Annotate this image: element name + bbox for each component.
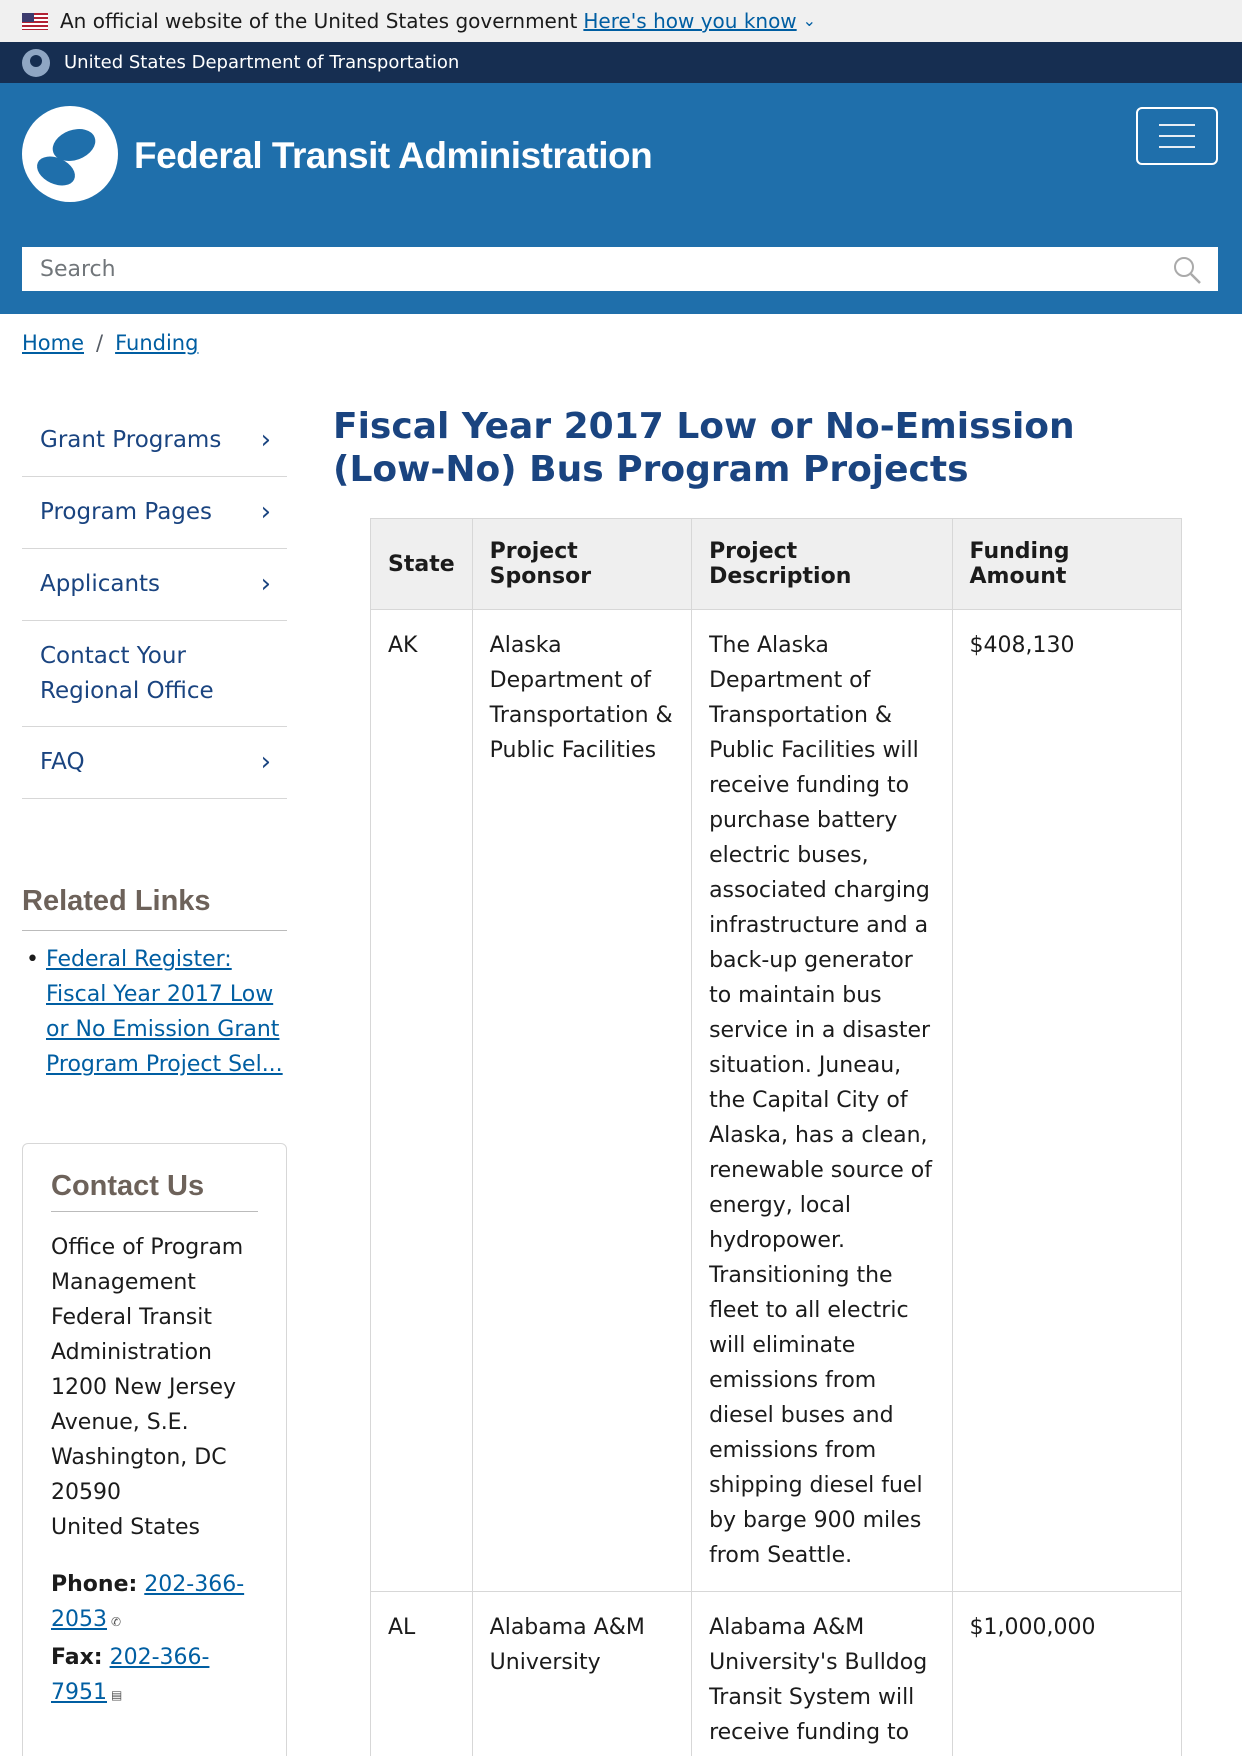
divider <box>22 930 287 931</box>
sidebar-item-label: Applicants <box>40 571 161 597</box>
sidebar-item-label: Program Pages <box>40 499 213 525</box>
cell-amount: $408,130 <box>952 610 1181 1592</box>
address-line: Washington, DC 20590 <box>51 1445 227 1505</box>
dot-bar-text: United States Department of Transportation <box>64 52 460 73</box>
sidebar-item-label: FAQ <box>40 749 85 775</box>
phone-icon: ✆ <box>111 1615 122 1629</box>
table-row <box>371 610 1182 1592</box>
sidebar-item-label: Grant Programs <box>40 427 222 453</box>
chevron-right-icon: › <box>260 497 271 527</box>
sidebar-item-grant-programs[interactable] <box>22 405 287 477</box>
related-links-title: Related Links <box>22 885 211 917</box>
gov-banner <box>0 0 1242 42</box>
address-line: United States <box>51 1515 200 1540</box>
contact-address <box>51 1230 258 1545</box>
address-line: Office of Program Management <box>51 1235 244 1295</box>
address-line: 1200 New Jersey Avenue, S.E. <box>51 1375 237 1435</box>
phone-link[interactable]: 202-366-2053 <box>51 1572 245 1632</box>
breadcrumb-separator: / <box>96 331 104 355</box>
cell-sponsor: Alaska Department of Transportation & Public Facilities <box>472 610 691 1592</box>
related-links-list <box>22 942 287 1082</box>
sidebar-item-label: Contact Your Regional Office <box>40 642 214 704</box>
us-flag-icon <box>22 13 48 30</box>
chevron-right-icon: › <box>260 747 271 777</box>
cell-amount: $1,000,000 <box>952 1592 1181 1756</box>
gov-banner-text: An official website of the United States government <box>60 9 578 33</box>
site-title[interactable]: Federal Transit Administration <box>134 135 653 176</box>
bullet: • <box>26 947 39 972</box>
how-you-know-link[interactable]: Here's how you know <box>583 9 797 33</box>
fax-label: Fax: <box>51 1645 103 1670</box>
column-header-sponsor: Project Sponsor <box>472 519 691 610</box>
search-input[interactable] <box>22 247 1218 291</box>
fta-logo-icon[interactable] <box>22 106 118 202</box>
menu-bar-icon <box>1159 124 1195 126</box>
cell-state: AK <box>371 610 473 1592</box>
related-link-federal-register[interactable]: Federal Register: Fiscal Year 2017 Low or No Emission Grant Program Project Sel... <box>46 947 283 1077</box>
breadcrumb-home[interactable]: Home <box>22 331 85 355</box>
phone-label: Phone: <box>51 1572 138 1597</box>
breadcrumb-funding[interactable]: Funding <box>115 331 199 355</box>
column-header-amount: Funding Amount <box>952 519 1181 610</box>
site-header <box>0 83 1242 247</box>
search-icon[interactable] <box>1172 255 1202 285</box>
fax-link[interactable]: 202-366-7951 <box>51 1645 210 1705</box>
search-bar <box>0 247 1242 314</box>
column-header-description: Project Description <box>692 519 952 610</box>
projects-table <box>370 518 1182 1756</box>
cell-description: The Alaska Department of Transportation & Public Facilities will receive funding to purchase battery electric buses, associated charging infrastructure and a back-up generator to maintain bus service in a disaster situation. Juneau, the Capital City of Alaska, has a clean, renewable source of energy, local hydropower. Transitioning the fleet to all electric will eliminate emissions from diesel buses and emissions from shipping diesel fuel by barge 900 miles from Seattle. <box>692 610 952 1592</box>
cell-state: AL <box>371 1592 473 1756</box>
cell-description: Alabama A&M University's Bulldog Transit System will receive funding to <box>692 1592 952 1756</box>
chevron-down-icon[interactable]: ⌄ <box>802 10 817 30</box>
page-title: Fiscal Year 2017 Low or No-Emission (Low-No) Bus Program Projects <box>333 406 1075 490</box>
sidebar-item-regional-office[interactable] <box>22 621 287 727</box>
contact-box <box>22 1143 287 1756</box>
table-header-row <box>371 519 1182 610</box>
sidebar-item-applicants[interactable] <box>22 549 287 621</box>
chevron-right-icon: › <box>260 569 271 599</box>
sidebar-item-faq[interactable] <box>22 727 287 799</box>
fax-icon: ▤ <box>111 1688 123 1702</box>
menu-bar-icon <box>1159 146 1195 148</box>
column-header-state: State <box>371 519 473 610</box>
dot-bar <box>0 42 1242 83</box>
menu-bar-icon <box>1159 135 1195 137</box>
sidebar-nav <box>22 405 287 799</box>
menu-button[interactable] <box>1136 107 1218 165</box>
sidebar-item-program-pages[interactable] <box>22 477 287 549</box>
contact-phone-fax <box>51 1567 258 1713</box>
dot-logo-icon <box>22 49 50 77</box>
contact-title: Contact Us <box>51 1170 258 1212</box>
table-row <box>371 1592 1182 1756</box>
chevron-right-icon: › <box>260 425 271 455</box>
breadcrumb <box>22 331 198 355</box>
cell-sponsor: Alabama A&M University <box>472 1592 691 1756</box>
address-line: Federal Transit Administration <box>51 1305 212 1365</box>
